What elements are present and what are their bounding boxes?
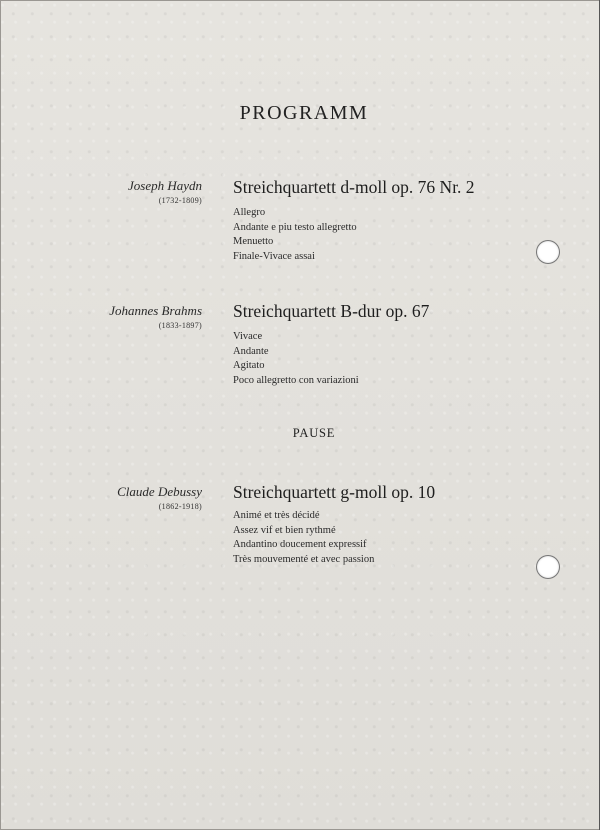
movement-item: Très mouvementé et avec passion — [233, 553, 375, 565]
movement-list — [233, 509, 374, 567]
movement-item: Animé et très décidé — [233, 510, 320, 521]
work-title: Streichquartett B-dur op. 67 — [233, 301, 430, 321]
composer-years: (1833-1897) — [158, 321, 202, 330]
punch-hole-top — [537, 241, 559, 263]
punch-hole-bottom — [537, 556, 559, 578]
composer-name: Johannes Brahms — [109, 303, 202, 318]
movement-item: Andante e piu testo allegretto — [233, 221, 357, 233]
work-title: Streichquartett g-moll op. 10 — [233, 482, 436, 502]
movement-list — [233, 206, 357, 264]
movement-item: Poco allegretto con variazioni — [233, 374, 359, 386]
composer-years: (1862-1918) — [158, 502, 202, 511]
movement-item: Finale-Vivace assai — [233, 250, 315, 262]
intermission-label: PAUSE — [292, 426, 336, 440]
movement-item: Andante — [233, 345, 269, 357]
composer-name: Joseph Haydn — [127, 178, 202, 193]
composer-name: Claude Debussy — [117, 484, 202, 499]
composer-years: (1732-1809) — [158, 196, 202, 205]
movement-item: Andantino doucement expressif — [233, 539, 367, 550]
movement-item: Vivace — [233, 331, 263, 342]
movement-list — [233, 330, 359, 388]
movement-item: Allegro — [233, 207, 266, 218]
movement-item: Assez vif et bien rythmé — [233, 524, 336, 536]
movement-item: Menuetto — [233, 236, 274, 247]
page-title: PROGRAMM — [239, 102, 369, 124]
work-title: Streichquartett d-moll op. 76 Nr. 2 — [233, 177, 475, 197]
movement-item: Agitato — [233, 360, 265, 371]
